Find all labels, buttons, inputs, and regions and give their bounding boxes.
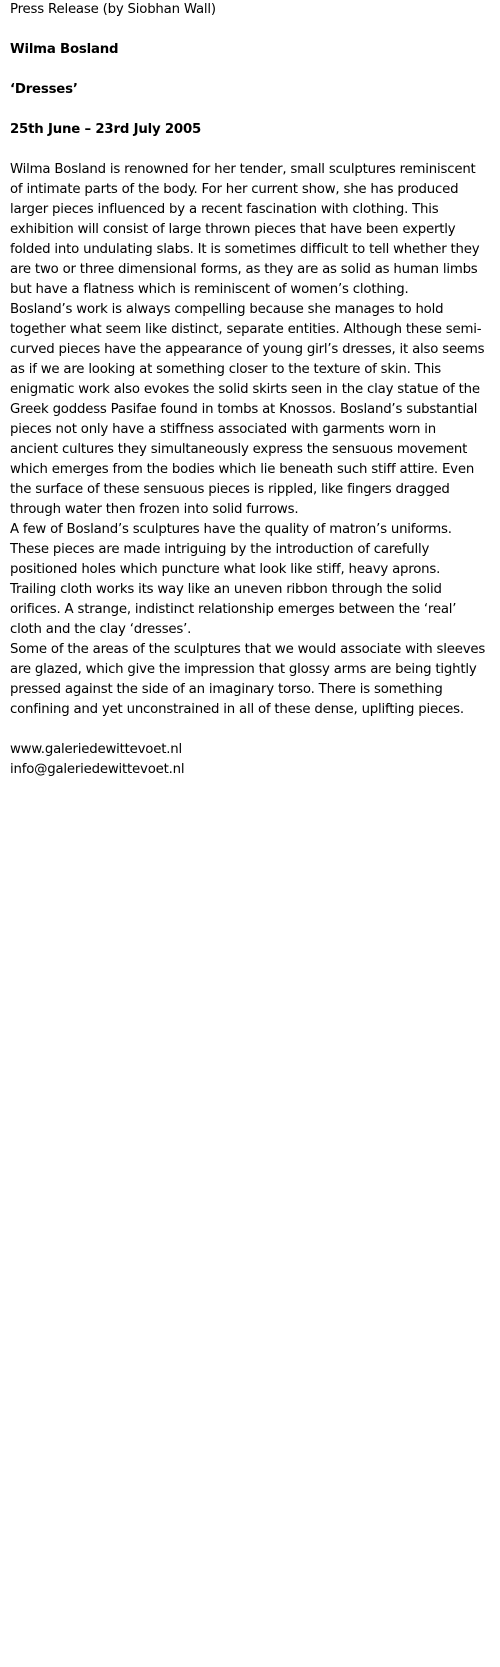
website-link[interactable]: www.galeriedewittevoet.nl [10,742,182,757]
paragraph: A few of Bosland’s sculptures have the quality of matron’s uniforms. These pieces are made intriguing by the introduction of carefully positioned holes which puncture what look like stiff, heavy aprons. Trailing cloth works its way like an uneven ribbon through the solid orifices. A strange, indistinct relationship emerges between the ‘real’ cloth and the clay ‘dresses’. [10,522,457,637]
contact-block [10,740,488,780]
paragraph: Bosland’s work is always compelling because she manages to hold together what seem like distinct, separate entities. Although these semi-curved pieces have the appearance of young girl’s dresses, it also seems as if we are looking at something closer to the texture of skin. This enigmatic work also evokes the solid skirts seen in the clay statue of the Greek goddess Pasifae found in tombs at Knossos. Bosland’s substantial pieces not only have a stiffness associated with garments worn in ancient cultures they simultaneously express the sensuous movement which emerges from the bodies which lie beneath such stiff attire. Even the surface of these sensuous pieces is rippled, like fingers dragged through water then frozen into solid furrows. [10,302,485,517]
paragraph: Some of the areas of the sculptures that we would associate with sleeves are glazed, which give the impression that glossy arms are being tightly pressed against the side of an imaginary torso. There is something confining and yet unconstrained in all of these dense, uplifting pieces. [10,642,486,717]
body-text [10,160,488,720]
press-release-kicker: Press Release (by Siobhan Wall) [10,2,216,17]
spacer [10,60,488,80]
spacer [10,100,488,120]
spacer [10,720,488,740]
press-release [10,0,488,780]
spacer [10,140,488,160]
exhibition-title: ‘Dresses’ [10,82,78,97]
paragraph: Wilma Bosland is renowned for her tender, small sculptures reminiscent of intimate parts of the body. For her current show, she has produced larger pieces influenced by a recent fascination with clothing. This exhibition will consist of large thrown pieces that have been expertly folded into undulating slabs. It is sometimes difficult to tell whether they are two or three dimensional forms, as they are as solid as human limbs but have a flatness which is reminiscent of women’s clothing. [10,162,480,297]
exhibition-dates: 25th June – 23rd July 2005 [10,122,202,137]
email-link[interactable]: info@galeriedewittevoet.nl [10,762,185,777]
spacer [10,20,488,40]
artist-name: Wilma Bosland [10,42,119,57]
